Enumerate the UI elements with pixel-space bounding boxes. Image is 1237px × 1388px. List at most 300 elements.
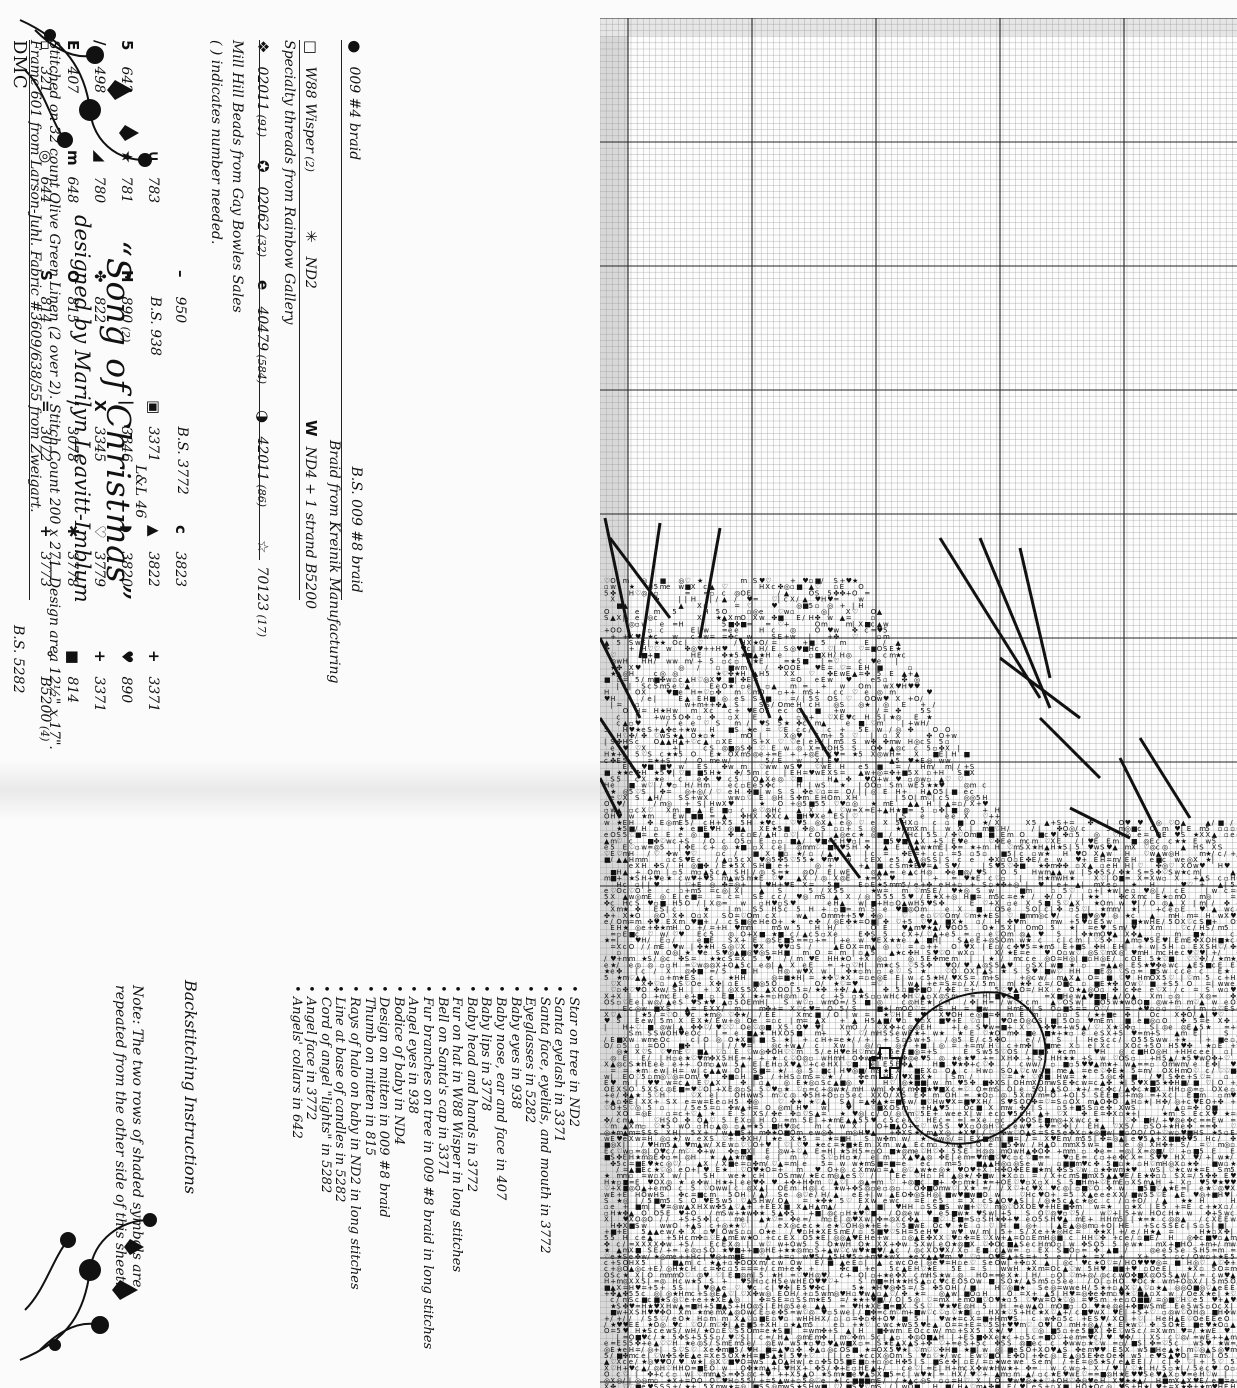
thread-number: B.S. 009 #8 braid [348, 462, 364, 593]
stitch-symbol: ✤ [995, 837, 1001, 845]
stitch-symbol: ◎ [1156, 819, 1162, 827]
stitch-symbol: O [604, 813, 610, 821]
stitch-symbol: H [771, 831, 776, 839]
stitch-symbol: e [809, 788, 813, 796]
stitch-symbol: | [709, 1085, 711, 1093]
stitch-symbol: / [1088, 1023, 1091, 1031]
stitch-symbol: ♡ [604, 1104, 610, 1112]
stitch-symbol: ▫ [672, 676, 677, 684]
stitch-symbol: ▫ [709, 1061, 714, 1069]
stitch-symbol: S [1001, 1098, 1006, 1106]
stitch-symbol: ♡ [1038, 1067, 1044, 1075]
stitch-symbol: ♥ [846, 713, 852, 721]
thread-number: 648 [64, 172, 80, 203]
stitch-symbol: E [895, 974, 899, 982]
stitch-symbol: w [734, 875, 740, 883]
stitch-symbol: X [852, 943, 857, 951]
stitch-symbol: c [703, 819, 707, 827]
stitch-symbol: S [753, 1067, 758, 1075]
stitch-symbol: / [982, 1042, 985, 1050]
stitch-symbol: ♥ [1044, 949, 1050, 957]
stitch-symbol: | [1032, 1005, 1034, 1013]
stitch-symbol: / [920, 695, 923, 703]
stitch-symbol: ♡ [1044, 1098, 1050, 1106]
stitch-symbol: / [616, 961, 619, 969]
stitch-symbol: ♥ [709, 825, 715, 833]
stitch-symbol: m [908, 1085, 915, 1093]
stitch-symbol: H [623, 738, 628, 746]
stitch-symbol: ▲ [908, 856, 914, 864]
stitch-symbol: = [641, 707, 647, 715]
stitch-symbol: 5 [871, 906, 875, 914]
thread-number: ND4 + 1 strand B5200 [302, 442, 318, 609]
thread-number: 407 [64, 62, 80, 93]
stitch-symbol: c [1174, 968, 1178, 976]
stitch-symbol: ★ [895, 937, 901, 945]
stitch-symbol: ★ [716, 614, 722, 622]
stitch-symbol: O [1069, 1098, 1075, 1106]
stitch-symbol: X [722, 800, 727, 808]
stitch-symbol: | [1119, 887, 1121, 895]
stitch-symbol: | [957, 744, 959, 752]
stitch-symbol: H [709, 943, 714, 951]
stitch-symbol: e [678, 689, 682, 697]
stitch-symbol: ★ [685, 1054, 691, 1062]
stitch-symbol: S [926, 887, 931, 895]
stitch-symbol: + [1150, 1030, 1156, 1038]
stitch-symbol: ■ [703, 937, 710, 945]
stitch-symbol: 5 [1050, 924, 1054, 932]
stitch-symbol: S [771, 633, 776, 641]
stitch-symbol: 5 [1075, 844, 1079, 852]
stitch-symbol: ✤ [722, 651, 728, 659]
stitch-symbol: 5 [697, 887, 701, 895]
stitch-symbol: ▫ [672, 868, 677, 876]
stitch-symbol: ▲ [709, 583, 715, 591]
stitch-symbol: m [877, 1054, 884, 1062]
stitch-symbol: ♡ [1007, 912, 1013, 920]
stitch-symbol: c [840, 689, 844, 697]
stitch-symbol: e [1013, 1017, 1017, 1025]
stitch-symbol: ♡ [982, 1030, 988, 1038]
stitch-symbol: ◎ [846, 1079, 852, 1087]
stitch-symbol: X [846, 1030, 851, 1038]
stitch-symbol: + [1094, 887, 1100, 895]
stitch-symbol: H [902, 682, 907, 690]
stitch-symbol: ◎ [802, 893, 808, 901]
backstitch-list [288, 985, 580, 1349]
stitch-symbol: ♡ [1168, 862, 1174, 870]
stitch-symbol: ✤ [864, 844, 870, 852]
stitch-symbol: ♥ [1174, 825, 1180, 833]
stitch-symbol: = [647, 757, 653, 765]
stitch-symbol: ★ [802, 1079, 808, 1087]
stitch-symbol: c [1044, 831, 1048, 839]
dmc-floss-entry [64, 270, 82, 323]
stitch-symbol: ◎ [846, 819, 852, 827]
stitch-symbol: 5 [809, 1067, 813, 1075]
stitch-symbol: E [691, 856, 695, 864]
stitch-symbol: | [1205, 899, 1207, 907]
stitch-symbol: = [908, 806, 914, 814]
stitch-symbol: ▫ [709, 589, 714, 597]
stitch-symbol: m [889, 738, 896, 746]
stitch-symbol: ▫ [734, 1073, 739, 1081]
stitch-symbol: e [1230, 831, 1234, 839]
stitch-symbol: ▲ [1112, 930, 1118, 938]
stitch-symbol: ■ [1057, 961, 1064, 969]
stitch-symbol: ★ [1137, 918, 1143, 926]
stitch-symbol: + [734, 707, 740, 715]
stitch-symbol: ♡ [790, 819, 796, 827]
dmc-floss-entry [172, 270, 190, 323]
stitch-symbol: ✤ [1125, 1011, 1131, 1019]
stitch-symbol: ■ [728, 726, 735, 734]
stitch-symbol: ✤ [728, 633, 734, 641]
stitch-symbol: ■ [740, 918, 747, 926]
stitch-symbol: w [883, 751, 889, 759]
stitch-symbol: X [1224, 912, 1229, 920]
stitch-symbol: O [616, 627, 622, 635]
stitch-symbol: c [902, 930, 906, 938]
stitch-symbol: ♡ [852, 608, 858, 616]
stitch-symbol: ♥ [790, 1061, 796, 1069]
stitch-symbol: m [1013, 955, 1020, 963]
stitch-symbol: ✤ [939, 806, 945, 814]
stitch-symbol: 5 [1057, 930, 1061, 938]
stitch-symbol: H [809, 645, 814, 653]
stitch-symbol: H [616, 732, 621, 740]
stitch-symbol: ♥ [1199, 949, 1205, 957]
stitch-symbol: e [988, 1110, 992, 1118]
stitch-symbol: X [716, 1005, 721, 1013]
stitch-symbol: ▲ [877, 868, 883, 876]
stitch-symbol: ■ [821, 1067, 828, 1075]
stitch-symbol: + [790, 577, 796, 585]
stitch-symbol: ♥ [1001, 1017, 1007, 1025]
stitch-symbol: ★ [771, 1054, 777, 1062]
stitch-symbol: = [827, 664, 833, 672]
stitch-symbol: ★ [747, 726, 753, 734]
stitch-symbol: ▫ [1224, 1048, 1229, 1056]
stitch-symbol: X [616, 614, 621, 622]
stitch-symbol: ✤ [920, 1092, 926, 1100]
stitch-symbol: ▲ [796, 806, 802, 814]
stitch-symbol: X [1181, 918, 1186, 926]
stitch-symbol: H [778, 992, 783, 1000]
stitch-symbol: / [821, 1048, 824, 1056]
stitch-symbol: 5 [623, 825, 627, 833]
stitch-symbol: ♡ [970, 1017, 976, 1025]
stitch-symbol: ★ [740, 1011, 746, 1019]
stitch-symbol: m [796, 1017, 803, 1025]
stitch-symbol: e [604, 961, 608, 969]
stitch-symbol: | [678, 881, 680, 889]
stitch-symbol: ■ [871, 899, 878, 907]
stitch-symbol: ✤ [1119, 893, 1125, 901]
stitch-symbol: e [846, 831, 850, 839]
stitch-symbol: E [1125, 856, 1129, 864]
stitch-symbol: ✤ [666, 726, 672, 734]
stitch-symbol: ■ [840, 1079, 847, 1087]
stitch-symbol: | [852, 602, 854, 610]
stitch-symbol: e [914, 1054, 918, 1062]
stitch-symbol: ♥ [1131, 949, 1137, 957]
stitch-symbol: O [1001, 930, 1007, 938]
stitch-symbol: m [691, 868, 698, 876]
stitch-symbol: c [914, 831, 918, 839]
stitch-symbol: c [784, 1092, 788, 1100]
stitch-symbol: X [1205, 1110, 1210, 1118]
stitch-symbol: ★ [790, 658, 796, 666]
stitch-symbol: ♡ [846, 924, 852, 932]
stitch-symbol: w [939, 757, 945, 765]
stitch-symbol: + [685, 738, 691, 746]
stitch-symbol: S [654, 1085, 659, 1093]
stitch-symbol: = [982, 1085, 988, 1093]
stitch-symbol: H [827, 651, 832, 659]
stitch-symbol: = [858, 1098, 864, 1106]
stitch-symbol: ▲ [914, 837, 920, 845]
stitch-symbol: O [976, 1085, 982, 1093]
stitch-symbol: ■ [1001, 850, 1008, 858]
stitch-symbol: 5 [895, 856, 899, 864]
stitch-symbol: / [716, 596, 719, 604]
stitch-symbol: m [654, 1073, 661, 1081]
stitch-symbol: ♡ [753, 1023, 759, 1031]
stitch-symbol: w [1057, 856, 1063, 864]
stitch-symbol: S [765, 701, 770, 709]
dmc-floss-entry [37, 525, 55, 587]
stitch-symbol: E [796, 664, 800, 672]
stitch-symbol: = [846, 980, 852, 988]
stitch-symbol: | [1013, 850, 1015, 858]
stitch-symbol: c [1026, 999, 1030, 1007]
stitch-symbol: ■ [1063, 1061, 1070, 1069]
stitch-symbol: / [821, 850, 824, 858]
stitch-symbol: w [666, 837, 672, 845]
stitch-symbol: | [722, 1042, 724, 1050]
stitch-symbol: O [1038, 1079, 1044, 1087]
stitch-symbol: ♡ [1137, 862, 1143, 870]
stitch-symbol: / [920, 930, 923, 938]
stitch-symbol: ♡ [629, 974, 635, 982]
stitch-symbol: H [1137, 974, 1142, 982]
stitch-symbol: ♥ [1181, 1042, 1187, 1050]
stitch-symbol: ■ [982, 1079, 989, 1087]
stitch-symbol: m [920, 887, 927, 895]
stitch-symbol: = [610, 1067, 616, 1075]
stitch-symbol: E [889, 670, 893, 678]
stitch-symbol: = [722, 627, 728, 635]
stitch-symbol: S [840, 813, 845, 821]
stitch-symbol: ★ [1125, 1110, 1131, 1118]
stitch-symbol: m [734, 614, 741, 622]
stitch-symbol: ◎ [641, 577, 647, 585]
stitch-symbol: e [970, 937, 974, 945]
stitch-symbol: 5 [939, 837, 943, 845]
stitch-symbol: = [1075, 1005, 1081, 1013]
stitch-symbol: ✤ [654, 986, 660, 994]
stitch-symbol: / [821, 577, 824, 585]
stitch-symbol: ▲ [778, 713, 784, 721]
stitch-symbol: ◎ [771, 1042, 777, 1050]
stitch-symbol: H [982, 992, 987, 1000]
stitch-symbol: H [883, 1073, 888, 1081]
stitch-symbol: ▲ [1193, 1023, 1199, 1031]
designer-credit: designed by Marilyn Leavitt-Imblum [70, 215, 94, 603]
stitch-symbol: = [871, 875, 877, 883]
stitch-symbol: S [852, 1005, 857, 1013]
stitch-symbol: ♡ [939, 949, 945, 957]
stitch-symbol: = [1081, 1005, 1087, 1013]
stitch-symbol: ▲ [759, 887, 765, 895]
stitch-symbol: m [1174, 893, 1181, 901]
stitch-symbol: ◎ [852, 1067, 858, 1075]
stitch-symbol: w [635, 639, 641, 647]
stitch-symbol: O [1137, 999, 1143, 1007]
symbol-glyph: 5 [118, 40, 136, 62]
stitch-symbol: ★ [1057, 1048, 1063, 1056]
stitch-symbol: + [703, 701, 709, 709]
stitch-symbol: ♥ [964, 961, 970, 969]
stitch-symbol: O [1063, 1085, 1069, 1093]
stitch-symbol: ▲ [753, 1030, 759, 1038]
stitch-symbol: 5 [1150, 937, 1154, 945]
symbol-glyph: ∪ [145, 150, 163, 172]
stitch-symbol: X [1069, 1042, 1074, 1050]
stitch-symbol: c [716, 868, 720, 876]
stitch-symbol: m [1026, 912, 1033, 920]
stitch-symbol: 5 [1063, 844, 1067, 852]
stitch-symbol: e [939, 881, 943, 889]
stitch-symbol: ◎ [629, 620, 635, 628]
stitch-symbol: X [765, 583, 770, 591]
stitch-symbol: ◎ [877, 912, 883, 920]
stitch-symbol: ♥ [604, 695, 610, 703]
stitch-symbol: S [1137, 961, 1142, 969]
stitch-symbol: E [759, 658, 763, 666]
stitch-symbol: + [976, 844, 982, 852]
stitch-symbol: H [672, 924, 677, 932]
stitch-symbol: = [809, 881, 815, 889]
stitch-symbol: | [1075, 1092, 1077, 1100]
stitch-symbol: ♡ [1193, 955, 1199, 963]
stitch-symbol: H [1156, 1098, 1161, 1106]
stitch-symbol: + [654, 992, 660, 1000]
stitch-symbol: ▲ [796, 875, 802, 883]
stitch-symbol: ♥ [1230, 1092, 1236, 1100]
stitch-symbol: 5 [1088, 868, 1092, 876]
stitch-symbol: ▫ [864, 881, 869, 889]
stitch-symbol: + [784, 1042, 790, 1050]
stitch-symbol: + [740, 881, 746, 889]
stitch-symbol: H [1199, 924, 1204, 932]
stitch-symbol: S [672, 986, 677, 994]
stitch-symbol: = [802, 682, 808, 690]
stitch-symbol: H [771, 881, 776, 889]
stitch-symbol: m [1044, 868, 1051, 876]
stitch-symbol: E [815, 955, 819, 963]
stitch-symbol: m [740, 751, 747, 759]
stitch-symbol: | [1075, 924, 1077, 932]
stitch-symbol: ◎ [982, 961, 988, 969]
stitch-symbol: X [747, 639, 752, 647]
stitch-symbol: ▫ [616, 676, 621, 684]
stitch-symbol: ▫ [877, 633, 882, 641]
stitch-symbol: ■ [784, 937, 791, 945]
stitch-symbol: H [610, 695, 615, 703]
stitch-symbol: X [970, 800, 975, 808]
stitch-symbol: O [709, 837, 715, 845]
stitch-symbol: | [846, 813, 848, 821]
stitch-symbol: + [722, 961, 728, 969]
stitch-symbol: O [635, 689, 641, 697]
stitch-symbol: m [678, 918, 685, 926]
stitch-symbol: O [1032, 906, 1038, 914]
stitch-symbol: | [988, 1017, 990, 1025]
stitch-symbol: ♥ [691, 875, 697, 883]
stitch-symbol: ▲ [827, 850, 833, 858]
stitch-symbol: = [883, 1054, 889, 1062]
stitch-symbol: S [1193, 1073, 1198, 1081]
stitch-symbol: E [790, 881, 794, 889]
stitch-symbol: S [1038, 1017, 1043, 1025]
stitch-symbol: H [827, 955, 832, 963]
stitch-symbol: ♥ [1088, 992, 1094, 1000]
stitch-symbol: / [1075, 837, 1078, 845]
stitch-symbol: 5 [747, 986, 751, 994]
stitch-symbol: X [883, 937, 888, 945]
stitch-symbol: X [1181, 899, 1186, 907]
stitch-symbol: + [1174, 1048, 1180, 1056]
stitch-symbol: | [697, 627, 699, 635]
stitch-symbol: ♥ [933, 1085, 939, 1093]
stitch-symbol: e [716, 757, 720, 765]
stitch-symbol: m [1057, 974, 1064, 982]
stitch-symbol: | [970, 1110, 972, 1118]
stitch-symbol: ✤ [852, 627, 858, 635]
stitch-symbol: = [734, 955, 740, 963]
stitch-symbol: X [784, 670, 789, 678]
stitch-symbol: / [685, 757, 688, 765]
stitch-symbol: m [1013, 844, 1020, 852]
stitch-symbol: = [709, 813, 715, 821]
stitch-symbol: ▲ [678, 1023, 684, 1031]
stitch-symbol: | [1069, 844, 1071, 852]
stitch-symbol: ★ [1125, 868, 1131, 876]
stitch-symbol: c [982, 782, 986, 790]
stitch-symbol: c [1199, 968, 1203, 976]
stitch-symbol: = [765, 1067, 771, 1075]
stitch-symbol: ▫ [815, 602, 820, 610]
stitch-symbol: ♡ [827, 713, 833, 721]
stitch-symbol: c [970, 1104, 974, 1112]
stitch-symbol: ▲ [964, 937, 970, 945]
stitch-symbol: O [1131, 1036, 1137, 1044]
stitch-symbol: w [666, 645, 672, 653]
stitch-symbol: + [697, 875, 703, 883]
stitch-symbol: | [635, 1079, 637, 1087]
stitch-symbol: ▲ [678, 602, 684, 610]
stitch-symbol: c [895, 992, 899, 1000]
stitch-symbol: O [1205, 1098, 1211, 1106]
stitch-symbol: w [883, 992, 889, 1000]
stitch-symbol: X [703, 707, 708, 715]
stitch-symbol: | [1013, 924, 1015, 932]
stitch-symbol: ★ [889, 937, 895, 945]
stitch-symbol: S [1156, 1030, 1161, 1038]
